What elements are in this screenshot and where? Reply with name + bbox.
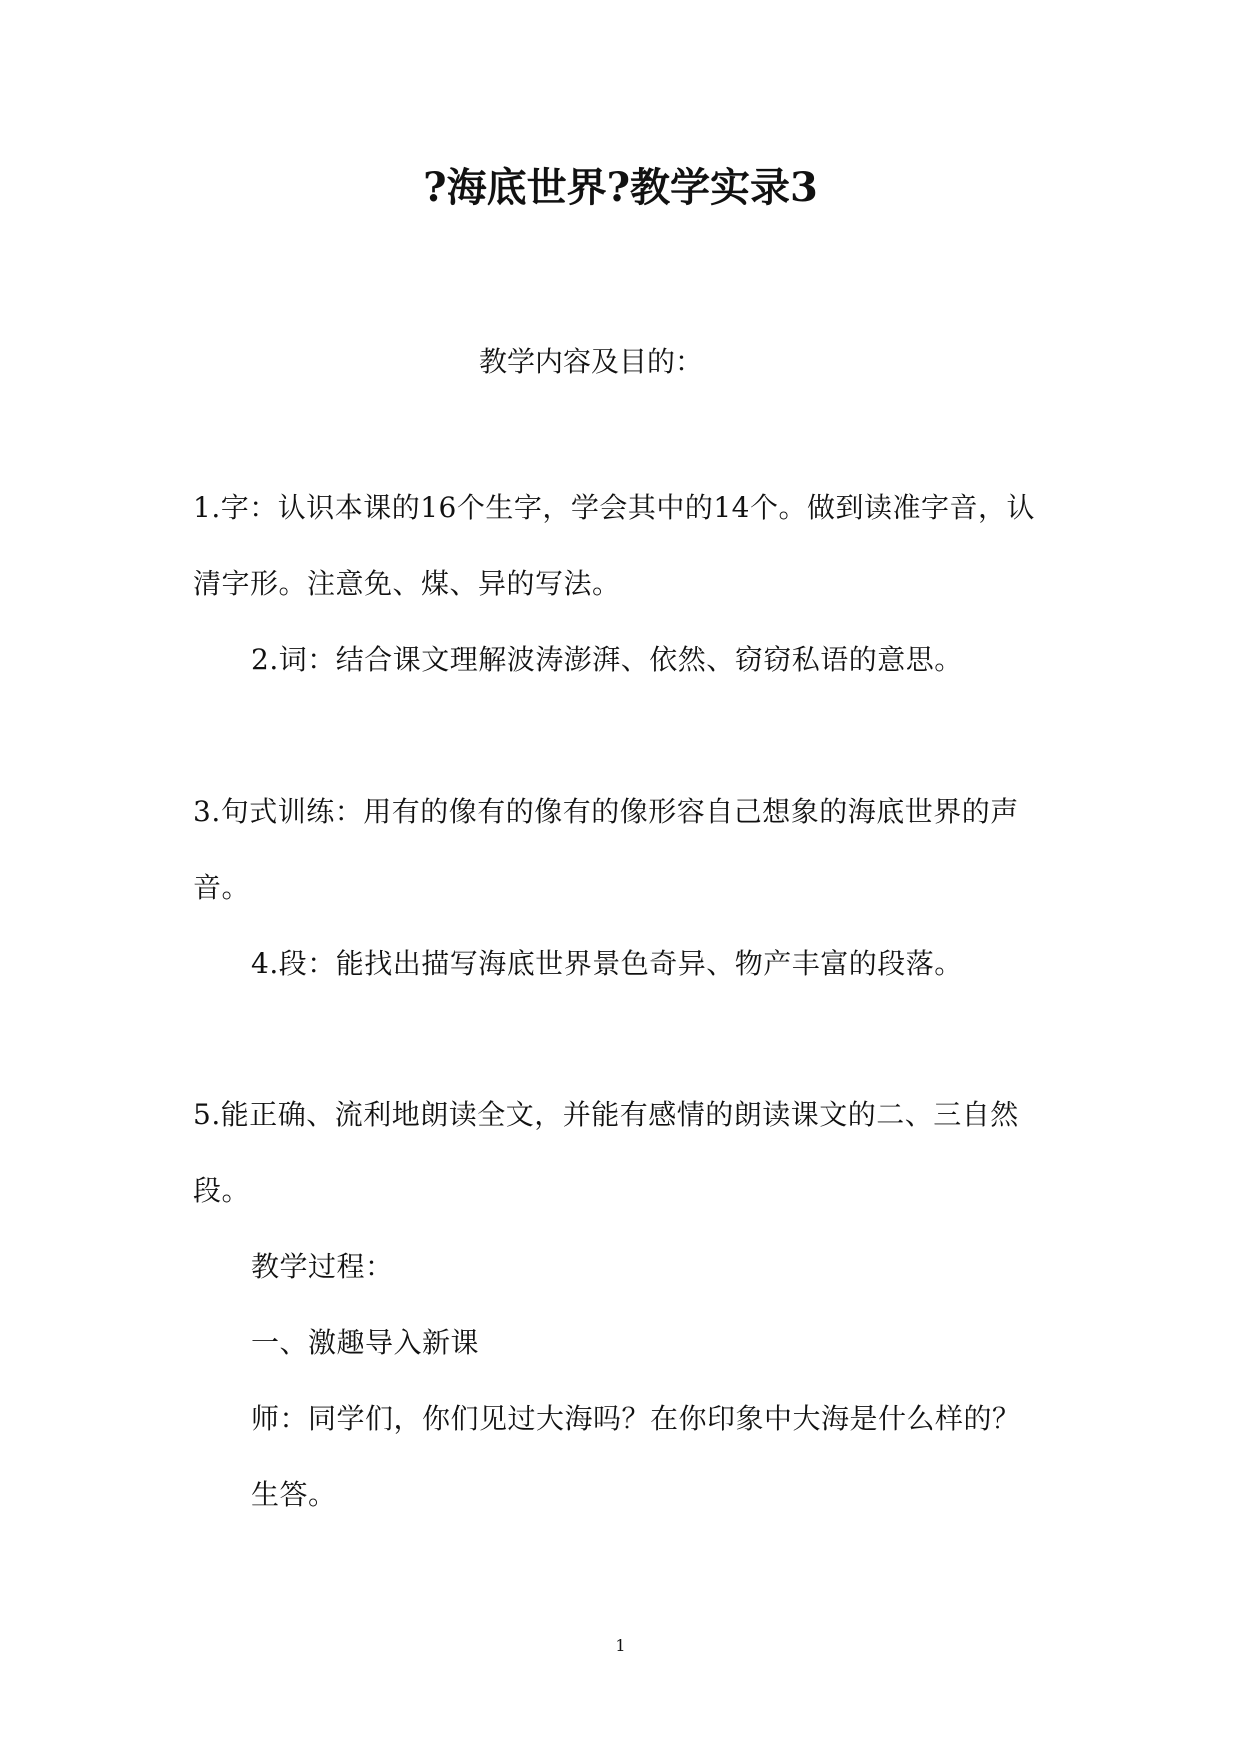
paragraph-process-heading: 教学过程： [251, 1250, 394, 1283]
paragraph-objective-3: 3.句式训练：用有的像有的像有的像形容自己想象的海底世界的声音。 [193, 795, 1019, 904]
paragraph-student-answer: 生答。 [251, 1478, 337, 1511]
paragraph-objective-2: 2.词：结合课文理解波涛澎湃、依然、窃窃私语的意思。 [251, 643, 963, 676]
paragraph-objective-4: 4.段：能找出描写海底世界景色奇异、物产丰富的段落。 [251, 947, 963, 980]
paragraph-teacher-question: 师：同学们，你们见过大海吗？在你印象中大海是什么样的？ [251, 1402, 1021, 1435]
paragraph-step-one: 一、激趣导入新课 [251, 1326, 480, 1359]
paragraph-objective-1: 1.字：认识本课的16个生字，学会其中的14个。做到读准字音，认清字形。注意免、煤、异的写法。 [193, 491, 1035, 600]
section-heading: 教学内容及目的： [479, 345, 704, 378]
document-title: ?海底世界?教学实录3 [423, 164, 818, 211]
paragraph-objective-5: 5.能正确、流利地朗读全文，并能有感情的朗读课文的二、三自然段。 [193, 1098, 1019, 1207]
page-number: 1 [615, 1636, 626, 1655]
